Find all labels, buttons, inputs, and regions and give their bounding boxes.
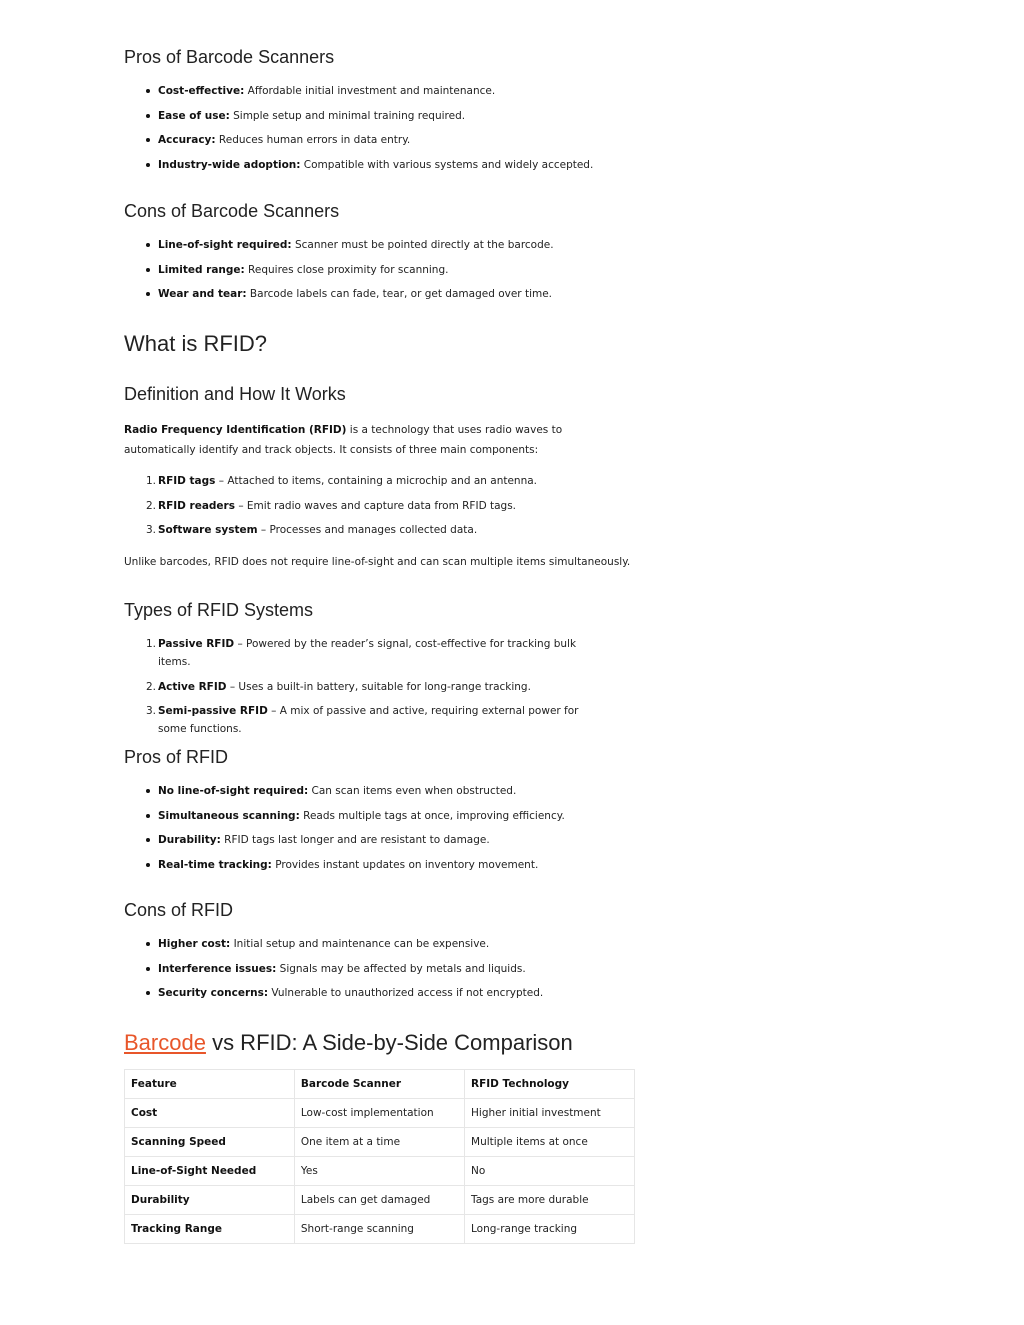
list-item [124, 261, 639, 279]
comparison-table [124, 1069, 635, 1244]
item-text: – Processes and manages collected data. [257, 524, 478, 536]
list-item [124, 856, 639, 874]
table-cell: Multiple items at once [465, 1128, 635, 1157]
item-text: – Emit radio waves and capture data from RFID tags. [235, 499, 517, 512]
item-term: Simultaneous scanning: [158, 809, 300, 822]
section-heading-cons-rfid: Cons of RFID [124, 900, 234, 920]
item-term: Line-of-sight required: [158, 239, 292, 251]
item-text: – Attached to items, containing a microchip and an antenna. [215, 475, 538, 487]
list-item [124, 285, 639, 303]
item-number: 3. [146, 705, 157, 717]
item-term: Security concerns: [158, 987, 269, 999]
table-row [125, 1128, 635, 1157]
table-feature-cell: Cost [125, 1099, 295, 1128]
item-term: Interference issues: [158, 962, 277, 975]
item-term: Semi-passive RFID [158, 705, 268, 717]
item-text: Requires close proximity for scanning. [244, 263, 449, 276]
table-header-cell: Barcode Scanner [294, 1070, 464, 1099]
definition-text: is a technology that uses radio waves to automatically identify and track objects. It consists of three main components: [124, 424, 563, 456]
item-number: 3. [146, 524, 157, 536]
table-cell: Long-range tracking [465, 1215, 635, 1244]
table-row [125, 1186, 635, 1215]
item-term: Accuracy: [158, 134, 216, 146]
item-text: – Powered by the reader’s signal, cost-effective for tracking bulk items. [158, 638, 577, 668]
list-item [124, 831, 639, 849]
list-item [124, 807, 639, 825]
item-text: Can scan items even when obstructed. [308, 785, 517, 797]
item-term: Wear and tear: [158, 288, 247, 300]
table-cell: Low-cost implementation [294, 1099, 464, 1128]
item-term: Durability: [158, 834, 221, 846]
item-term: Active RFID [158, 680, 227, 693]
item-text: Scanner must be pointed directly at the barcode. [291, 239, 554, 251]
table-cell: Short-range scanning [294, 1215, 464, 1244]
item-number: 1. [146, 475, 157, 487]
item-term: Industry-wide adoption: [158, 158, 301, 171]
list-item [124, 635, 604, 671]
item-term: Software system [158, 524, 258, 536]
list-item [124, 497, 639, 515]
item-term: RFID tags [158, 475, 216, 487]
item-text: Vulnerable to unauthorized access if not encrypted. [268, 987, 544, 999]
item-text: Initial setup and maintenance can be expensive. [230, 938, 490, 950]
table-header-cell: RFID Technology [465, 1070, 635, 1099]
item-text: Reduces human errors in data entry. [215, 134, 411, 146]
table-header-cell: Feature [125, 1070, 295, 1099]
table-header-row [125, 1070, 635, 1099]
list-item [124, 107, 639, 125]
item-text: Reads multiple tags at once, improving efficiency. [299, 809, 565, 822]
item-text: – Uses a built-in battery, suitable for long-range tracking. [226, 680, 531, 693]
rfid-components-list [124, 472, 639, 539]
table-cell: Labels can get damaged [294, 1186, 464, 1215]
item-text: Affordable initial investment and maintenance. [244, 85, 496, 97]
rfid-types-list [124, 635, 604, 738]
table-row [125, 1157, 635, 1186]
list-item [124, 156, 639, 174]
table-cell: Higher initial investment [465, 1099, 635, 1128]
item-text: Compatible with various systems and widely accepted. [300, 158, 594, 171]
item-text: Simple setup and minimal training required. [229, 109, 466, 122]
item-term: Ease of use: [158, 109, 230, 122]
section-heading-pros-rfid: Pros of RFID [124, 747, 229, 767]
table-cell: Yes [294, 1157, 464, 1186]
table-feature-cell: Durability [125, 1186, 295, 1215]
list-item [124, 702, 604, 738]
table-feature-cell: Line-of-Sight Needed [125, 1157, 295, 1186]
list-item [124, 131, 639, 149]
list-item [124, 984, 639, 1002]
section-heading-definition: Definition and How It Works [124, 384, 346, 404]
list-item [124, 236, 639, 254]
list-item [124, 935, 639, 953]
list-item [124, 472, 639, 490]
item-term: RFID readers [158, 499, 235, 512]
item-term: Real-time tracking: [158, 858, 272, 871]
cons-rfid-list [124, 935, 639, 1002]
item-text: RFID tags last longer and are resistant to damage. [220, 834, 490, 846]
section-heading-cons-barcode: Cons of Barcode Scanners [124, 201, 340, 221]
list-item [124, 82, 639, 100]
section-heading-comparison [124, 1030, 573, 1056]
list-item [124, 678, 604, 696]
list-item [124, 960, 639, 978]
item-text: Barcode labels can fade, tear, or get damaged over time. [246, 288, 553, 300]
definition-term: Radio Frequency Identification (RFID) [124, 424, 347, 436]
table-feature-cell: Tracking Range [125, 1215, 295, 1244]
cons-barcode-list [124, 236, 639, 303]
item-term: Higher cost: [158, 938, 231, 950]
item-text: Signals may be affected by metals and liquids. [276, 962, 526, 975]
table-row [125, 1215, 635, 1244]
item-number: 1. [146, 638, 157, 650]
pros-barcode-list [124, 82, 639, 174]
section-heading-types: Types of RFID Systems [124, 600, 314, 620]
section-heading-what-is-rfid: What is RFID? [124, 331, 268, 356]
barcode-link[interactable]: Barcode [124, 1030, 206, 1055]
comparison-heading-text: vs RFID: A Side-by-Side Comparison [205, 1030, 573, 1055]
item-term: Cost-effective: [158, 85, 245, 97]
pros-rfid-list [124, 782, 639, 874]
item-term: No line-of-sight required: [158, 785, 309, 797]
definition-paragraph [124, 420, 624, 460]
item-number: 2. [146, 499, 157, 512]
section-heading-pros-barcode: Pros of Barcode Scanners [124, 47, 335, 67]
definition-outro: Unlike barcodes, RFID does not require line-of-sight and can scan multiple items simultaneously. [124, 556, 631, 568]
table-cell: No [465, 1157, 635, 1186]
table-cell: One item at a time [294, 1128, 464, 1157]
list-item [124, 782, 639, 800]
item-text: – A mix of passive and active, requiring external power for some functions. [158, 705, 579, 735]
table-cell: Tags are more durable [465, 1186, 635, 1215]
table-row [125, 1099, 635, 1128]
item-term: Limited range: [158, 263, 245, 276]
item-text: Provides instant updates on inventory movement. [271, 858, 539, 871]
item-number: 2. [146, 680, 157, 693]
table-feature-cell: Scanning Speed [125, 1128, 295, 1157]
item-term: Passive RFID [158, 638, 235, 650]
list-item [124, 521, 639, 539]
